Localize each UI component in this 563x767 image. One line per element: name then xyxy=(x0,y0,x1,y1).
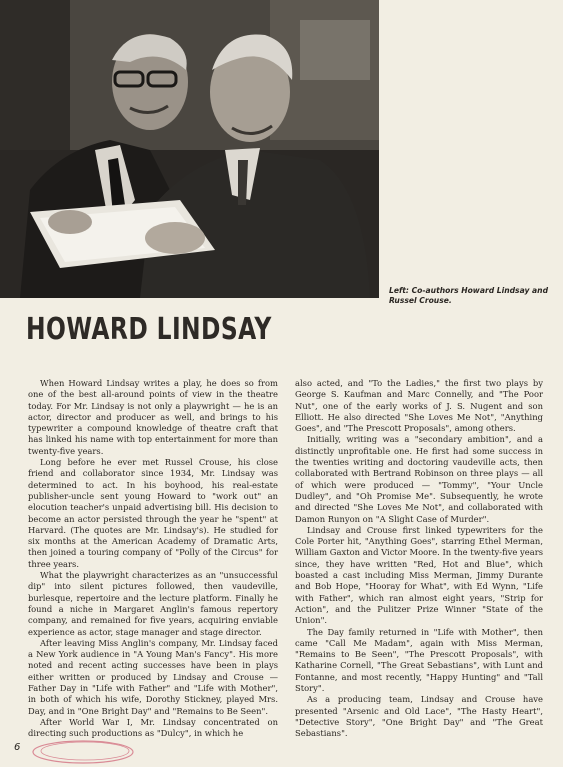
paragraph: also acted, and "To the Ladies," the first two plays by George S. Kaufman and Marc Connelly, and "The Poor Nut", one of the early works of J. S. Nugent and son Elliott. He also directed "She Loves Me Not", "Anything Goes", and "The Prescott Proposals", among others. xyxy=(295,378,543,434)
paragraph: Lindsay and Crouse first linked typewriters for the Cole Porter hit, "Anything Goes", starring Ethel Merman, William Gaxton and Victor Moore. In the twenty-five years since, they have written "Red, Hot and Blue", which boasted a cast including Miss Merman, Jimmy Durante and Bob Hope, "Hooray for What", with Ed Wynn, "Life with Father", which ran almost eight years, "Strip for Action", and the Pulitzer Prize Winner "State of the Union". xyxy=(295,524,543,626)
paragraph: After leaving Miss Anglin's company, Mr. Lindsay faced a New York audience in "A Young Man's Fancy". His more noted and recent acting successes have been in plays either written or produced by Lindsay and Crouse — Father Day in "Life with Father" and "Life with Mother", in both of which his wife, Dorothy Stickney, played Mrs. Day, and in "One Bright Day" and "Remains to Be Seen". xyxy=(28,637,278,716)
page-number: 6 xyxy=(14,742,21,753)
paragraph: What the playwright characterizes as an "unsuccessful dip" into silent pictures followed, then vaudeville, burlesque, repertoire and the lecture platform. Finally he found a niche in Margaret Anglin's famous repertory company, and remained for five years, acquiring enviable experience as actor, stage manager and stage director. xyxy=(28,570,278,637)
paragraph: Long before he ever met Russel Crouse, his close friend and collaborator since 1934, Mr. Lindsay was determined to act. In his boyhood, his real-estate publisher-uncle sent young Howard to "work out" an elocution teacher's unpaid advertising bill. His decision to become an actor persisted through the year he "spent" at Harvard. (The quotes are Mr. Lindsay's). He studied for six months at the American Academy of Dramatic Arts, then joined a touring company of "Polly of the Circus" for three years. xyxy=(28,457,278,569)
paragraph: When Howard Lindsay writes a play, he does so from one of the best all-around points of view in the theatre today. For Mr. Lindsay is not only a playwright — he is an actor, director and producer as well, and brings to his typewriter a compound knowledge of theatre craft that has linked his name with top entertainment for more than twenty-five years. xyxy=(28,378,278,456)
photo-caption: Left: Co-authors Howard Lindsay and Russel Crouse. xyxy=(389,286,549,305)
paragraph: After World War I, Mr. Lindsay concentrated on directing such productions as "Dulcy", in which he xyxy=(28,716,278,739)
paragraph: The Day family returned in "Life with Mother", then came "Call Me Madam", again with Miss Merman, "Remains to Be Seen", "The Prescott Proposals", with Katharine Cornell, "The Great Sebastians", with Lunt and Fontanne, and most recently, "Happy Hunting" and "Tall Story". xyxy=(295,626,543,694)
author-photo xyxy=(0,0,379,298)
right-column xyxy=(295,378,543,740)
paragraph: As a producing team, Lindsay and Crouse have presented "Arsenic and Old Lace", "The Hasty Heart", "Detective Story", "One Bright Day" and "The Great Sebastians". xyxy=(295,694,543,739)
pencil-circle-mark xyxy=(28,737,138,767)
left-column xyxy=(28,378,278,740)
photo-illustration xyxy=(0,0,379,298)
article-title: HOWARD LINDSAY xyxy=(26,312,272,347)
paragraph: Initially, writing was a "secondary ambition", and a distinctly unprofitable one. He first had some success in the twenties writing and doctoring vaudeville acts, then collaborated with Bertrand Robinson on three plays — all of which were produced — "Tommy", "Your Uncle Dudley", and "Oh Promise Me". Subsequently, he wrote and directed "She Loves Me Not", and collaborated with Damon Runyon on "A Slight Case of Murder". xyxy=(295,434,543,524)
